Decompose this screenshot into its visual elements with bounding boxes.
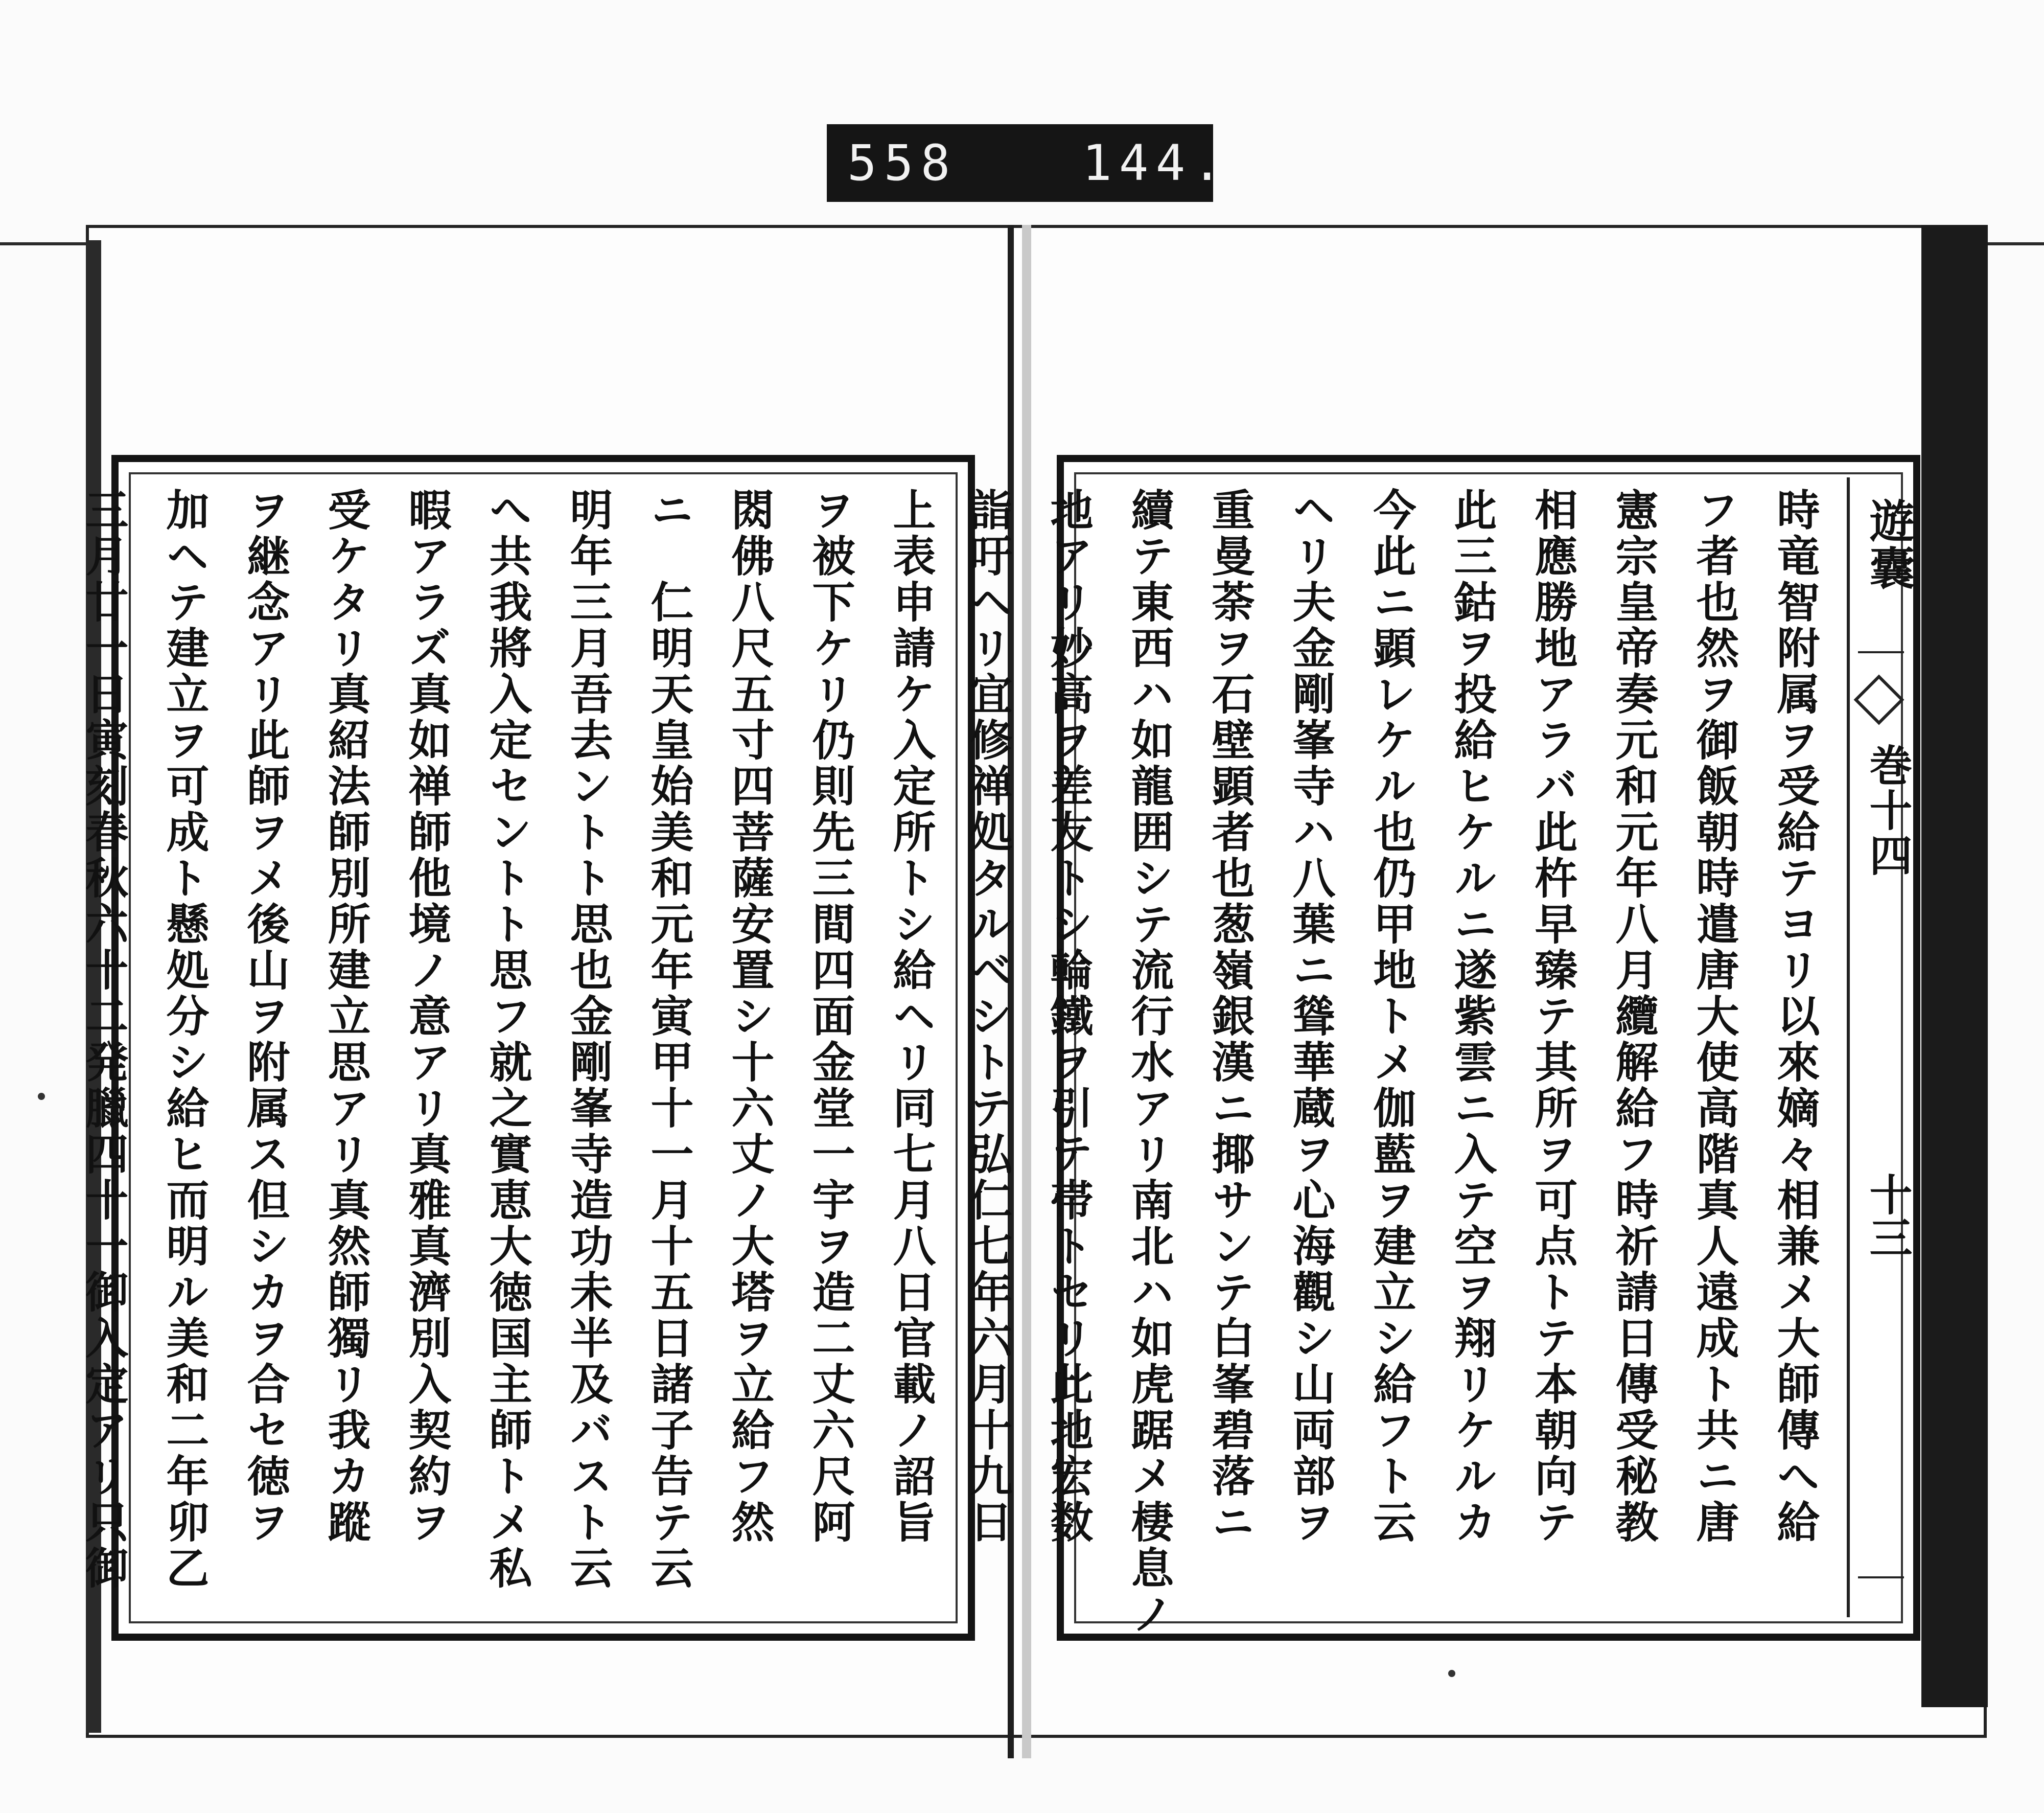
text-line: 相應勝地アラバ此杵早臻テ其所ヲ可点トテ本朝向テ (1528, 488, 1578, 1546)
text-line: へ共我將入定セントト思フ就之實恵大徳国主師トメ私 (482, 488, 533, 1592)
reel-number-left: 558 (847, 134, 958, 192)
fishtail-mark-icon (1854, 675, 1904, 725)
volume-number: 巻十四 (1863, 743, 1913, 878)
scan-speck (1448, 1670, 1455, 1677)
text-line: 受ケタリ真紹法師別所建立思アリ真然師獨リ我カ蹤 (321, 488, 371, 1546)
text-line: 明年三月吾去ントト思也金剛峯寺造功未半及バスト云 (563, 488, 614, 1592)
reel-number-label (827, 124, 1229, 202)
text-line: 暇アラズ真如禅師他境ノ意アリ真雅真濟別入契約ヲ (402, 488, 452, 1546)
text-line: 時竜智附属ヲ受給テヨリ以來嫡々相兼メ大師傳へ給 (1770, 488, 1821, 1546)
right-page-text (963, 488, 1836, 1638)
right-page-frame (963, 455, 1920, 1641)
book-title: 遊囊 (1863, 498, 1916, 592)
text-line: 閦佛八尺五寸四菩薩安置シ十六丈ノ大塔ヲ立給フ然 (725, 488, 775, 1546)
text-line: ヘリ夫金剛峯寺ハ八葉ニ聳華蔵ヲ心海觀シ山両部ヲ (1286, 488, 1336, 1546)
text-line: ニ 仁明天皇始美和元年寅甲十一月十五日諸子告テ云 (644, 488, 694, 1592)
text-line: フ者也然ヲ御飯朝時遣唐大使高階真人遠成ト共ニ唐 (1689, 488, 1740, 1546)
text-line: 加ヘテ建立ヲ可成ト懸処分シ給ヒ而明ル美和二年卯乙 (159, 488, 210, 1592)
text-line: 今此ニ顕レケル也仍甲地トメ伽藍ヲ建立シ給フト云 (1366, 488, 1417, 1546)
text-line: 上表申請ケ入定所トシ給ヘリ同七月八日官載ノ詔旨 (886, 488, 937, 1546)
text-line: 三月廿一日寅刻春秋六十二発臘四十一御入定アリ只御 (79, 488, 129, 1592)
text-line: 憲宗皇帝奏元和元年八月纜解給フ時祈請日傳受秘教 (1609, 488, 1659, 1546)
page-margin-column (1847, 477, 1916, 1617)
left-page-text (79, 488, 951, 1602)
right-spine-edge (1921, 225, 1988, 1707)
reel-number-right: 144. (1082, 134, 1229, 192)
margin-divider (1858, 1576, 1904, 1578)
text-line: 地アリ妙高ヲ差友トシ輪鐵ヲ引テ帯トセリ此地宏数 (1043, 488, 1094, 1546)
text-line: ヲ被下ケリ仍則先三間四面金堂一宇ヲ造二丈六尺阿 (805, 488, 856, 1546)
margin-divider (1858, 651, 1904, 653)
text-line: 詣吁ヘリ宜修禅処タルベシトテ弘仁七年六月十九日 (963, 488, 1013, 1546)
page-number: 十三 (1863, 1173, 1913, 1258)
text-line: 此三鈷ヲ投給ヒケルニ遂紫雲ニ入テ空ヲ翔リケルカ (1447, 488, 1498, 1546)
text-line: 續テ東西ハ如龍囲シテ流行水アリ南北ハ如虎踞メ棲息ノ (1124, 488, 1175, 1638)
text-line: ヲ継念アリ此師ヲメ後山ヲ附属ス但シカヲ合セ徳ヲ (240, 488, 291, 1546)
scan-speck (38, 1093, 45, 1100)
text-line: 重曼荼ヲ石壁顕者也葱嶺銀漢ニ揶サンテ白峯碧落ニ (1205, 488, 1256, 1546)
left-page-frame (79, 455, 975, 1641)
